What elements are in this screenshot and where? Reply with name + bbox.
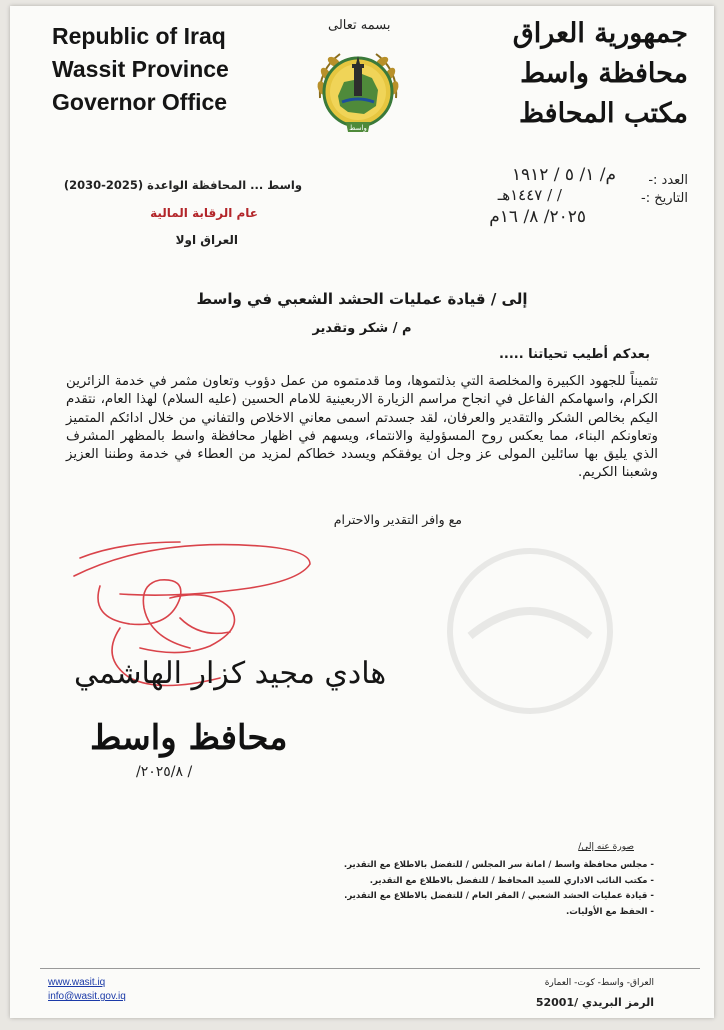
date-label: التاريخ :-: [641, 191, 688, 206]
footer-contacts: [48, 976, 126, 1004]
date-hijri: / / ١٤٤٧هـ: [497, 186, 562, 204]
letter-recipient: إلى / قيادة عمليات الحشد الشعبي في واسط: [196, 290, 528, 308]
english-line-province: Wassit Province: [52, 56, 229, 82]
number-value: م/ ١/ ٥ / ١٩١٢: [511, 165, 616, 185]
english-letterhead: [52, 20, 229, 119]
iraq-first-label: العراق اولا: [175, 233, 238, 247]
bismillah-text: بسمه تعالى: [328, 18, 391, 33]
wasit-emblem-logo: [310, 36, 406, 152]
governor-name: هادي مجيد كزار الهاشمي: [74, 656, 387, 691]
date-gregorian: ٢٠٢٥/ ٨/ ١٦م: [489, 207, 586, 227]
governor-title: محافظ واسط: [90, 718, 288, 758]
number-label: العدد :-: [648, 173, 688, 188]
signature-date: / ٢٠٢٥/٨/: [136, 764, 193, 780]
cc-item: - الحفظ مع الأوليات.: [565, 906, 654, 917]
website-link[interactable]: www.wasit.iq: [48, 977, 106, 988]
footer-postal-code: الرمز البريدي /52001: [535, 996, 654, 1009]
footer-address: العراق- واسط- كوت- العمارة: [544, 978, 654, 988]
cc-item: - مكتب النائب الاداري للسيد المحافظ / للتفضل بالاطلاع مع التقدير.: [369, 875, 654, 886]
letter-subject: م / شكر وتقدير: [312, 321, 412, 336]
arabic-letterhead: [513, 14, 688, 134]
footer-address-block: [536, 973, 654, 1013]
arabic-line-country: جمهورية العراق: [512, 18, 688, 49]
province-slogan: واسط ... المحافظة الواعدة (2025-2030): [63, 178, 302, 192]
svg-text:واسط: واسط: [349, 124, 367, 132]
letter-body: تثميناً للجهود الكبيرة والمخلصة التي بذلتموها، وما قدمتموه من عمل دؤوب وتعاون مثمر في خدمة الزائرين الكرام، واسهامكم الفاعل في انجاح مراسم الزيارة الاربعينية للامام الحسين (عليه السلام) لهذا العام، نتقدم اليكم بخالص الشكر والتقدير والعرفان، لقد جسدتم اسمى معاني الاخلاص والتفاني من خلال ادائكم المتميز وتعاونكم البناء، مما يعكس روح المسؤولية والانتماء، ويسهم في اظهار محافظة واسط بالمظهر المشرف الذي يليق بها سائلين المولى عز وجل ان يوفقكم ويسدد خطاكم لمزيد من العطاء في خدمة وطننا العزيز وشعبنا الكريم.: [66, 374, 658, 481]
letter-greeting: بعدكم أطيب تحياتنا .....: [498, 347, 650, 362]
letter-closing: مع وافر التقدير والاحترام: [333, 512, 462, 527]
letter-page: [10, 6, 714, 1018]
audit-year-label: عام الرقابة المالية: [150, 206, 258, 220]
cc-title: صورة عنه إلى/: [578, 842, 634, 852]
cc-list: [194, 858, 654, 920]
cc-item: - قيادة عمليات الحشد الشعبي / المقر العام / للتفضل بالاطلاع مع التقدير.: [344, 891, 654, 902]
watermark-emblem: [380, 546, 680, 716]
arabic-line-office: مكتب المحافظ: [519, 98, 688, 129]
footer-divider: [40, 968, 700, 969]
cc-item: - مجلس محافظة واسط / امانة سر المجلس / للتفضل بالاطلاع مع التقدير.: [343, 860, 654, 870]
email-link[interactable]: info@wasit.gov.iq: [48, 991, 126, 1002]
english-line-office: Governor Office: [52, 89, 228, 115]
english-line-country: Republic of Iraq: [52, 23, 226, 49]
arabic-line-province: محافظة واسط: [520, 58, 688, 89]
